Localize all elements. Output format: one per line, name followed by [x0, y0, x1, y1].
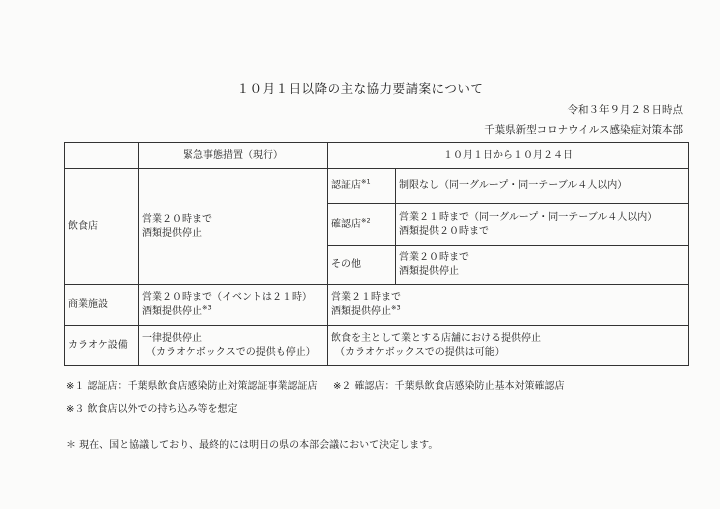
karaoke-current-rule: 一律提供停止	[142, 332, 202, 344]
commercial-new-alcohol: 酒類提供停止	[331, 306, 391, 317]
footnote-2: ※２ 確認店：千葉県飲食店感染防止基本対策確認店	[333, 381, 565, 392]
commercial-current-hours: 営業２０時まで（イベントは２１時）	[142, 292, 312, 303]
header-current-measures: 緊急事態措置（現行）	[139, 143, 328, 169]
restaurant-current-alcohol: 酒類提供停止	[142, 227, 202, 239]
karaoke-new-rule: 飲食を主として業とする店舗における提供停止	[331, 332, 541, 344]
other-store-alcohol: 酒類提供停止	[399, 266, 459, 277]
commercial-current-footnote-mark: ※3	[202, 303, 212, 312]
certified-store-footnote-mark: ※1	[361, 177, 371, 186]
table-row-karaoke	[65, 326, 689, 366]
commercial-current-alcohol-line	[142, 305, 324, 319]
other-store-rule-cell	[396, 246, 689, 285]
confirmed-store-alcohol: 酒類提供２０時まで	[399, 225, 489, 237]
certified-store-label-cell	[328, 169, 396, 204]
document-title: １０月１日以降の主な協力要請案について	[236, 81, 484, 96]
karaoke-current-note: （カラオケボックスでの提供も停止）	[146, 346, 316, 358]
karaoke-new-note: （カラオケボックスでの提供は可能）	[335, 346, 505, 358]
commercial-new-footnote-mark: ※3	[391, 303, 401, 312]
confirmed-store-label-cell	[328, 204, 396, 246]
request-table	[64, 142, 689, 366]
issuing-organization: 千葉県新型コロナウイルス感染症対策本部	[484, 124, 683, 136]
certified-store-label: 認証店	[331, 180, 361, 191]
commercial-current-alcohol: 酒類提供停止	[142, 306, 202, 317]
row-label-restaurant: 飲食店	[65, 169, 139, 285]
confirmed-store-label: 確認店	[331, 218, 361, 230]
closing-remark: ＊ 現在、国と協議しており、最終的には明日の県の本部会議において決定します。	[66, 440, 439, 451]
footnote-1: ※１ 認証店：千葉県飲食店感染防止対策認証事業認証店	[66, 381, 318, 392]
table-header-row	[65, 143, 689, 169]
karaoke-new-cell	[328, 326, 689, 366]
certified-store-rule: 制限なし（同一グループ・同一テーブル４人以内）	[396, 169, 689, 204]
row-label-commercial: 商業施設	[65, 285, 139, 326]
commercial-current-cell	[139, 285, 328, 326]
confirmed-store-rule-cell	[396, 204, 689, 246]
restaurant-current-hours: 営業２０時まで	[142, 213, 212, 225]
footnote-3: ※３ 飲食店以外での持ち込み等を想定	[66, 404, 238, 415]
commercial-new-cell	[328, 285, 689, 326]
other-store-label: その他	[328, 246, 396, 285]
header-new-period: １０月１日から１０月２４日	[328, 143, 689, 169]
confirmed-store-hours: 営業２１時まで（同一グループ・同一テーブル４人以内）	[399, 211, 658, 223]
table-row-restaurant-certified	[65, 169, 689, 204]
restaurant-current-cell	[139, 169, 328, 285]
other-store-hours: 営業２０時まで	[399, 252, 469, 263]
karaoke-current-cell	[139, 326, 328, 366]
commercial-new-alcohol-line	[331, 305, 685, 319]
document-date: 令和３年９月２８日時点	[567, 104, 683, 116]
header-empty-cell	[65, 143, 139, 169]
row-label-karaoke: カラオケ設備	[65, 326, 139, 366]
commercial-new-hours: 営業２１時まで	[331, 292, 401, 303]
table-row-commercial	[65, 285, 689, 326]
confirmed-store-footnote-mark: ※2	[361, 216, 371, 225]
